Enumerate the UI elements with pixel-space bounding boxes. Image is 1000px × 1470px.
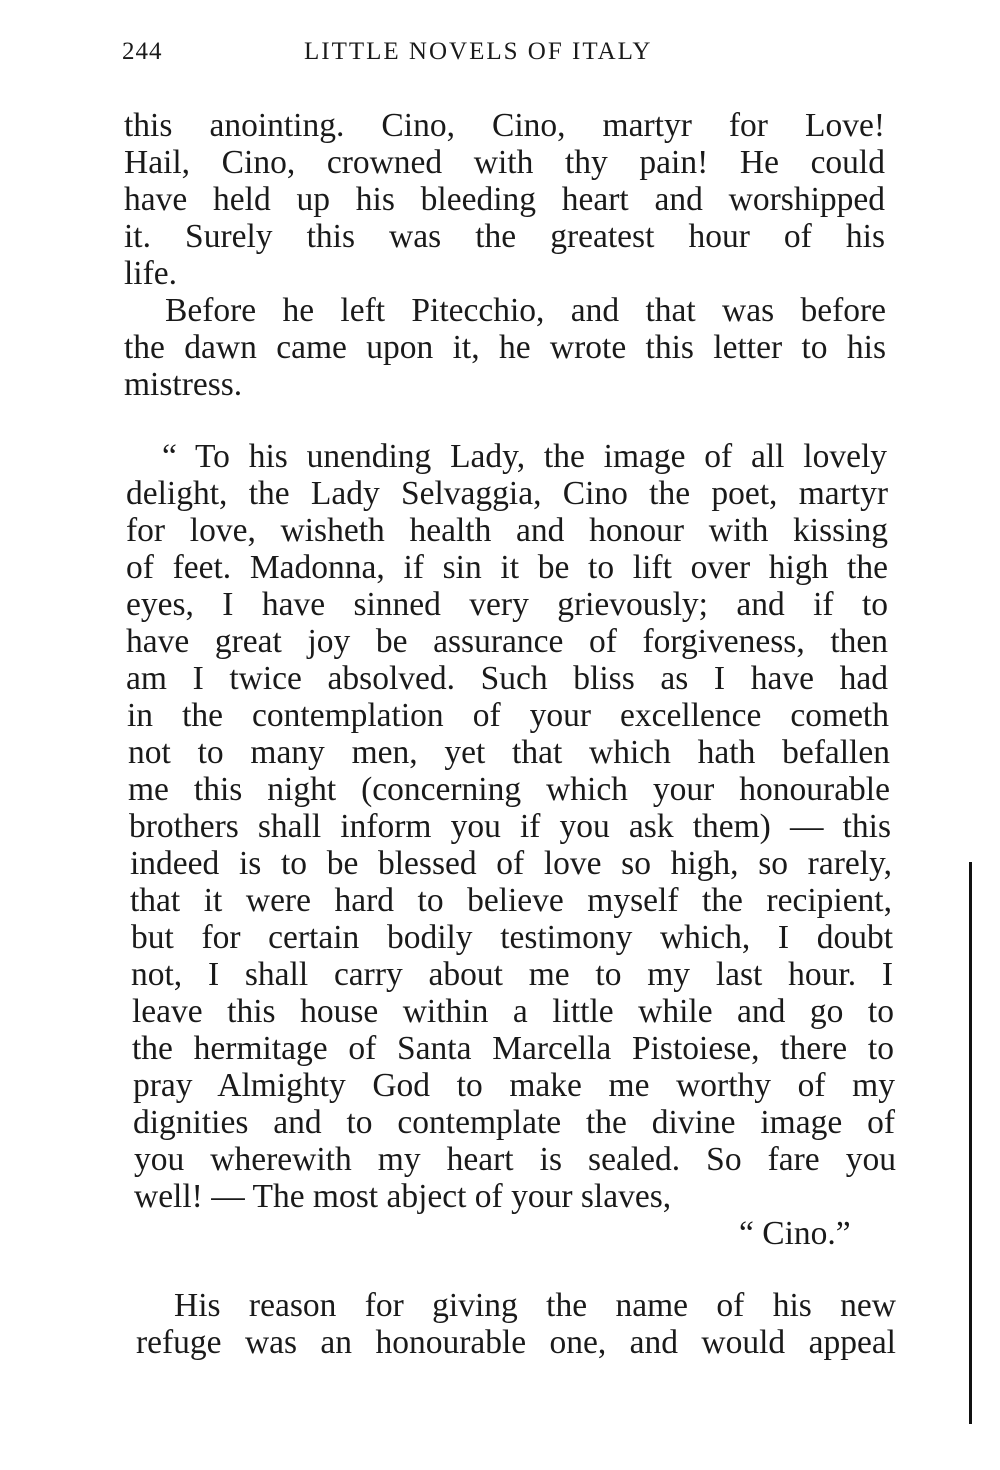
text-line: of feet. Madonna, if sin it be to lift over high the: [126, 549, 888, 586]
text-line: dignities and to contemplate the divine image of: [133, 1104, 895, 1141]
text-line: delight, the Lady Selvaggia, Cino the poet, martyr: [126, 475, 888, 512]
text-line: His reason for giving the name of his new: [174, 1287, 896, 1324]
text-line: refuge was an honourable one, and would appeal: [136, 1324, 896, 1361]
text-line: in the contemplation of your excellence cometh: [127, 697, 889, 734]
page-header: [122, 38, 892, 78]
text-line: it. Surely this was the greatest hour of his: [124, 218, 885, 255]
text-line: not to many men, yet that which hath befallen: [128, 734, 890, 771]
text-line: am I twice absolved. Such bliss as I have had: [126, 660, 888, 697]
text-line: you wherewith my heart is sealed. So fare you: [134, 1141, 896, 1178]
text-line: have great joy be assurance of forgiveness, then: [126, 623, 888, 660]
text-line: the hermitage of Santa Marcella Pistoiese, there to: [132, 1030, 894, 1067]
text-line: Hail, Cino, crowned with thy pain! He could: [124, 144, 885, 181]
running-title: LITTLE NOVELS OF ITALY: [304, 38, 653, 65]
text-line: but for certain bodily testimony which, I doubt: [131, 919, 893, 956]
text-line: well! — The most abject of your slaves,: [134, 1178, 672, 1215]
text-line: have held up his bleeding heart and worshipped: [124, 181, 885, 218]
text-line: for love, wisheth health and honour with kissing: [126, 512, 888, 549]
margin-rule: [969, 862, 972, 1424]
text-line: this anointing. Cino, Cino, martyr for Love!: [124, 107, 885, 144]
text-line: not, I shall carry about me to my last hour. I: [131, 956, 893, 993]
text-line: the dawn came upon it, he wrote this letter to his: [124, 329, 886, 366]
text-line: indeed is to be blessed of love so high, so rarely,: [130, 845, 892, 882]
text-line: me this night (concerning which your honourable: [128, 771, 890, 808]
text-line: leave this house within a little while and go to: [132, 993, 894, 1030]
text-line: “ To his unending Lady, the image of all lovely: [162, 438, 887, 475]
text-line: brothers shall inform you if you ask them) — this: [129, 808, 891, 845]
text-line: life.: [124, 255, 178, 292]
text-line: eyes, I have sinned very grievously; and if to: [126, 586, 888, 623]
text-line: Before he left Pitecchio, and that was before: [165, 292, 886, 329]
text-line: that it were hard to believe myself the recipient,: [130, 882, 892, 919]
text-line: pray Almighty God to make me worthy of my: [133, 1067, 895, 1104]
text-line: mistress.: [124, 366, 243, 403]
letter-signature: “ Cino.”: [739, 1215, 851, 1252]
page-number: 244: [122, 38, 163, 65]
